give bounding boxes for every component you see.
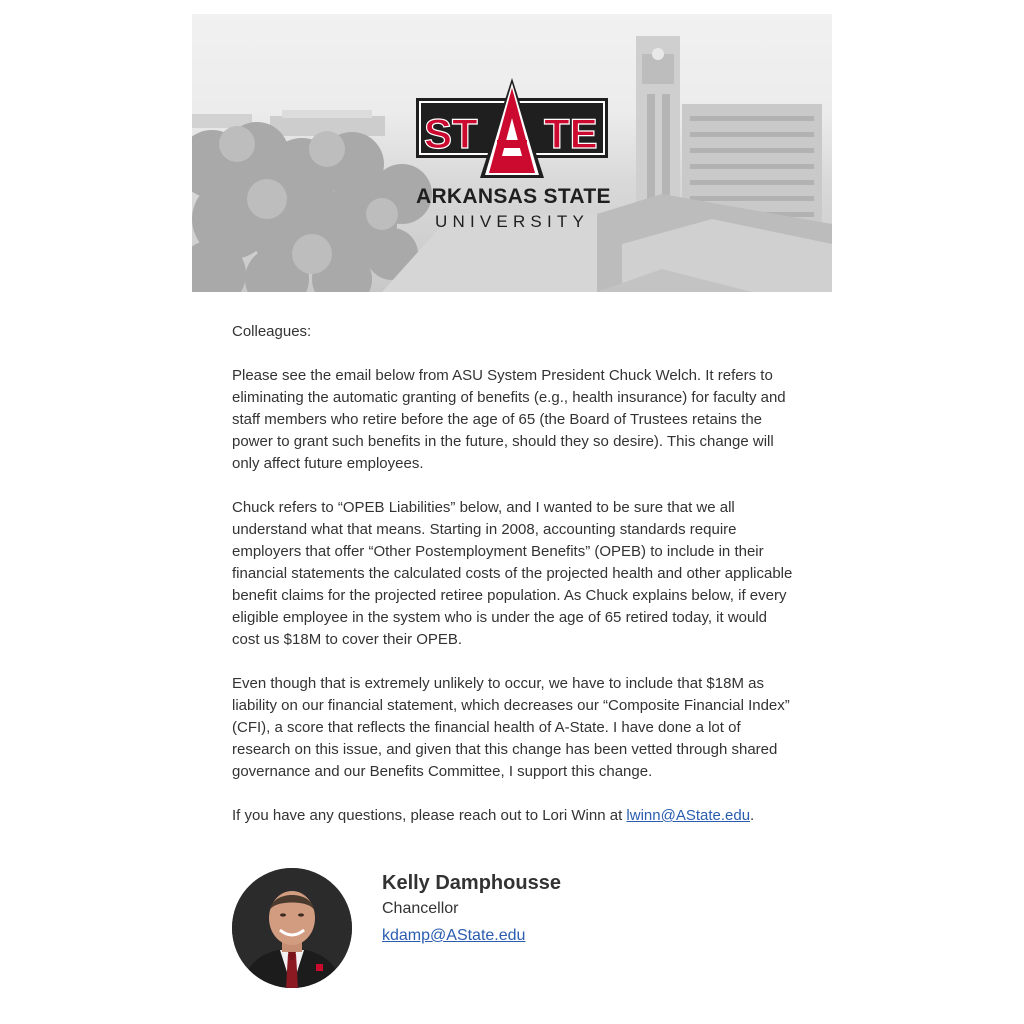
contact-suffix: . <box>750 807 755 824</box>
contact-prefix: If you have any questions, please reach out to Lori Winn at <box>232 807 627 824</box>
svg-text:ST: ST <box>424 110 478 157</box>
signature-block <box>232 868 798 988</box>
greeting: Colleagues: <box>232 323 312 340</box>
a-state-logo-mark <box>416 78 608 182</box>
signature-title: Chancellor <box>382 900 459 917</box>
header-banner <box>192 14 832 292</box>
paragraph-2: Chuck refers to “OPEB Liabilities” below, and I wanted to be sure that we all understand what that means. Starting in 2008, accounting standards require employers that offer “Other Postemployment Benefits” (OPEB) to include in their financial statements the calculated costs of the projected health and other applicable benefit claims for the projected retiree population. As Chuck explains below, if every eligible employee in the system who is under the age of 65 retired today, it would cost us $18M to cover their OPEB. <box>232 499 793 648</box>
avatar <box>232 868 352 988</box>
signature-name: Kelly Damphousse <box>382 872 561 894</box>
email-body <box>232 321 798 849</box>
paragraph-1: Please see the email below from ASU System President Chuck Welch. It refers to eliminating the automatic granting of benefits (e.g., health insurance) for faculty and staff members who retire before the age of 65 (the Board of Trustees retains the power to grant such benefits in the future, should they so desire). This change will only affect future employees. <box>232 367 786 472</box>
contact-email-link[interactable]: lwinn@AState.edu <box>626 807 751 824</box>
contact-line <box>232 805 798 827</box>
asu-logo <box>416 78 611 238</box>
logo-wordmark: ARKANSAS STATE <box>416 185 611 208</box>
paragraph-3: Even though that is extremely unlikely to occur, we have to include that $18M as liability on our financial statement, which decreases our “Composite Financial Index” (CFI), a score that reflects the financial health of A-State. I have done a lot of research on this issue, and given that this change has been vetted through shared governance and our Benefits Committee, I support this change. <box>232 675 790 780</box>
svg-text:TE: TE <box>544 110 598 157</box>
signature-email-link[interactable]: kdamp@AState.edu <box>382 927 526 944</box>
logo-subwordmark: UNIVERSITY <box>434 212 590 231</box>
